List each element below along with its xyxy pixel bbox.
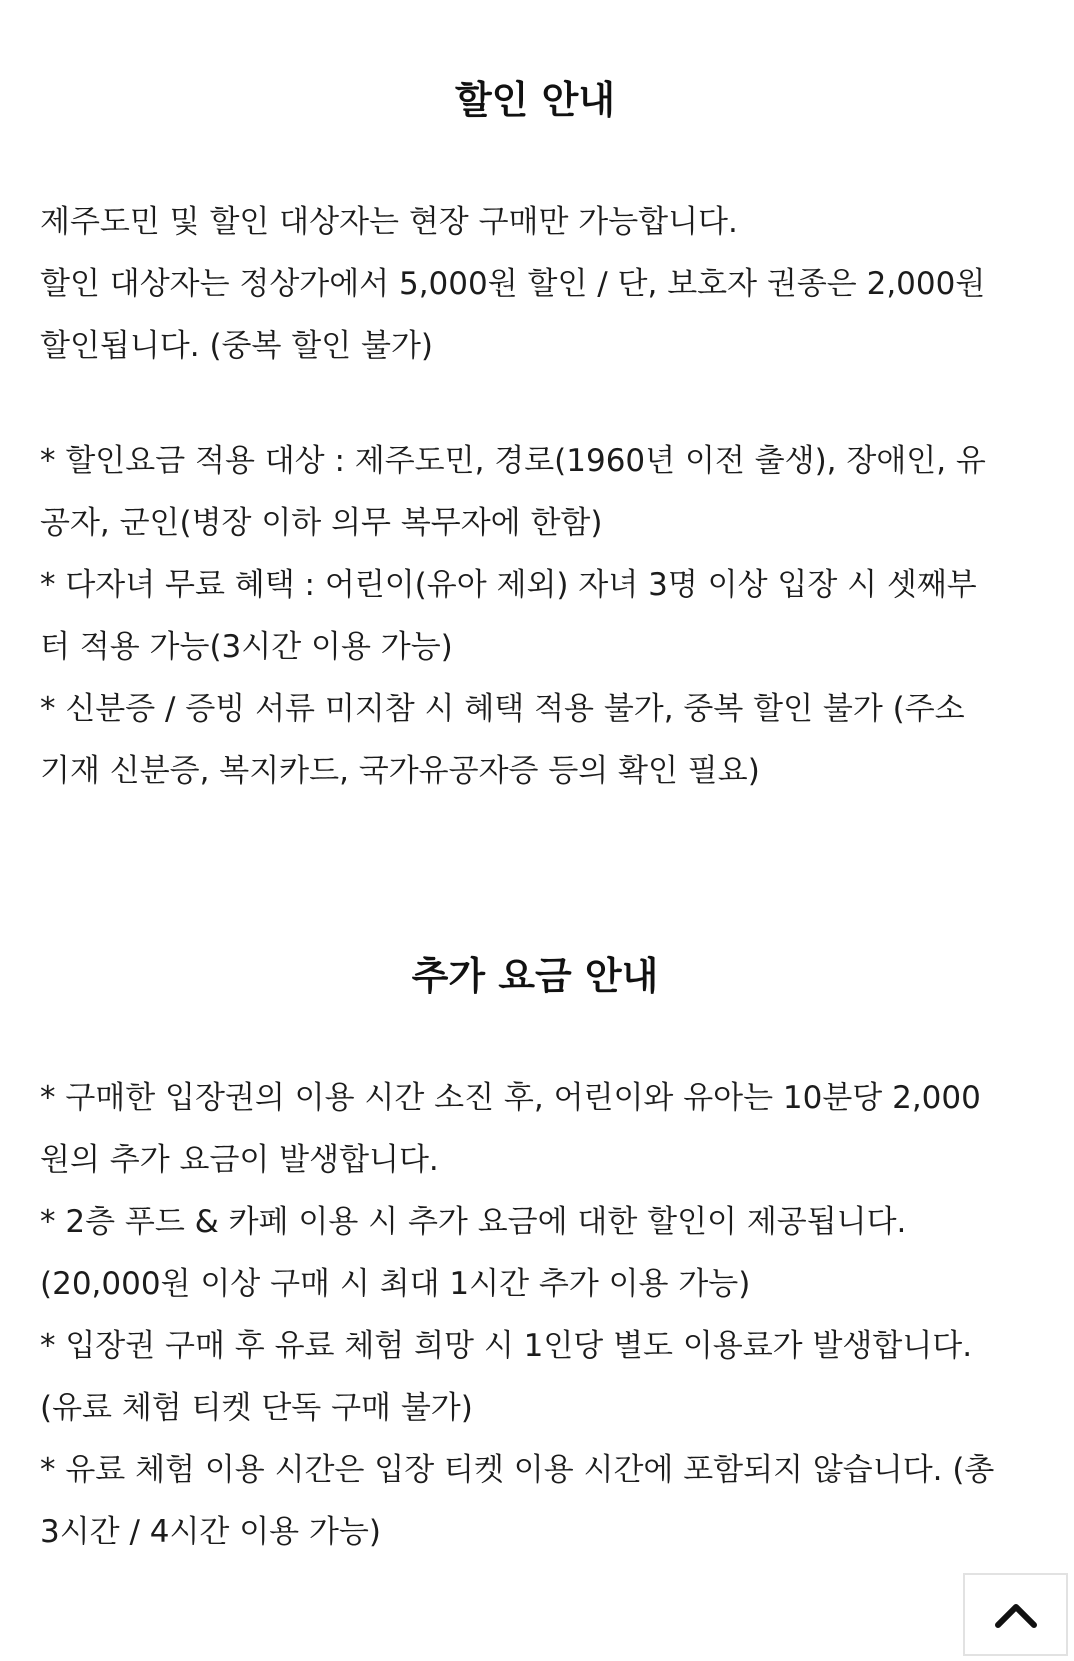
discount-title: 할인 안내 xyxy=(454,78,616,122)
extra-fee-notes: * 구매한 입장권의 이용 시간 소진 후, 어린이와 유아는 10분당 2,000 원의 추가 요금이 발생합니다. * 2층 푸드 & 카페 이용 시 추가 요금에 대한 할인이 제공됩니다. (20,000원 이상 구매 시 최대 1시간 추가 이용 가능) * 입장권 구매 후 유료 체험 희망 시 1인당 별도 이용료가 발생합니다. (유료 체험 티켓 단독 구매 불가) * 유료 체험 이용 시간은 입장 티켓 이용 시간에 포함되지 않습니다. (총 3시간 / 4시간 이용 가능) xyxy=(40,1080,995,1550)
scroll-to-top-button[interactable] xyxy=(963,1573,1068,1656)
discount-intro: 제주도민 및 할인 대상자는 현장 구매만 가능합니다. 할인 대상자는 정상가에서 5,000원 할인 / 단, 보호자 권종은 2,000원 할인됩니다. (중복 할인 불가) xyxy=(40,204,986,364)
discount-notes: * 할인요금 적용 대상 : 제주도민, 경로(1960년 이전 출생), 장애인, 유 공자, 군인(병장 이하 의무 복무자에 한함) * 다자녀 무료 혜택 : 어린이(유아 제외) 자녀 3명 이상 입장 시 셋째부 터 적용 가능(3시간 이용 가능) * 신분증 / 증빙 서류 미지참 시 혜택 적용 불가, 중복 할인 불가 (주소 기재 신분증, 복지카드, 국가유공자증 등의 확인 필요) xyxy=(40,443,986,789)
extra-fee-title: 추가 요금 안내 xyxy=(411,954,659,998)
chevron-up-icon xyxy=(994,1601,1038,1629)
